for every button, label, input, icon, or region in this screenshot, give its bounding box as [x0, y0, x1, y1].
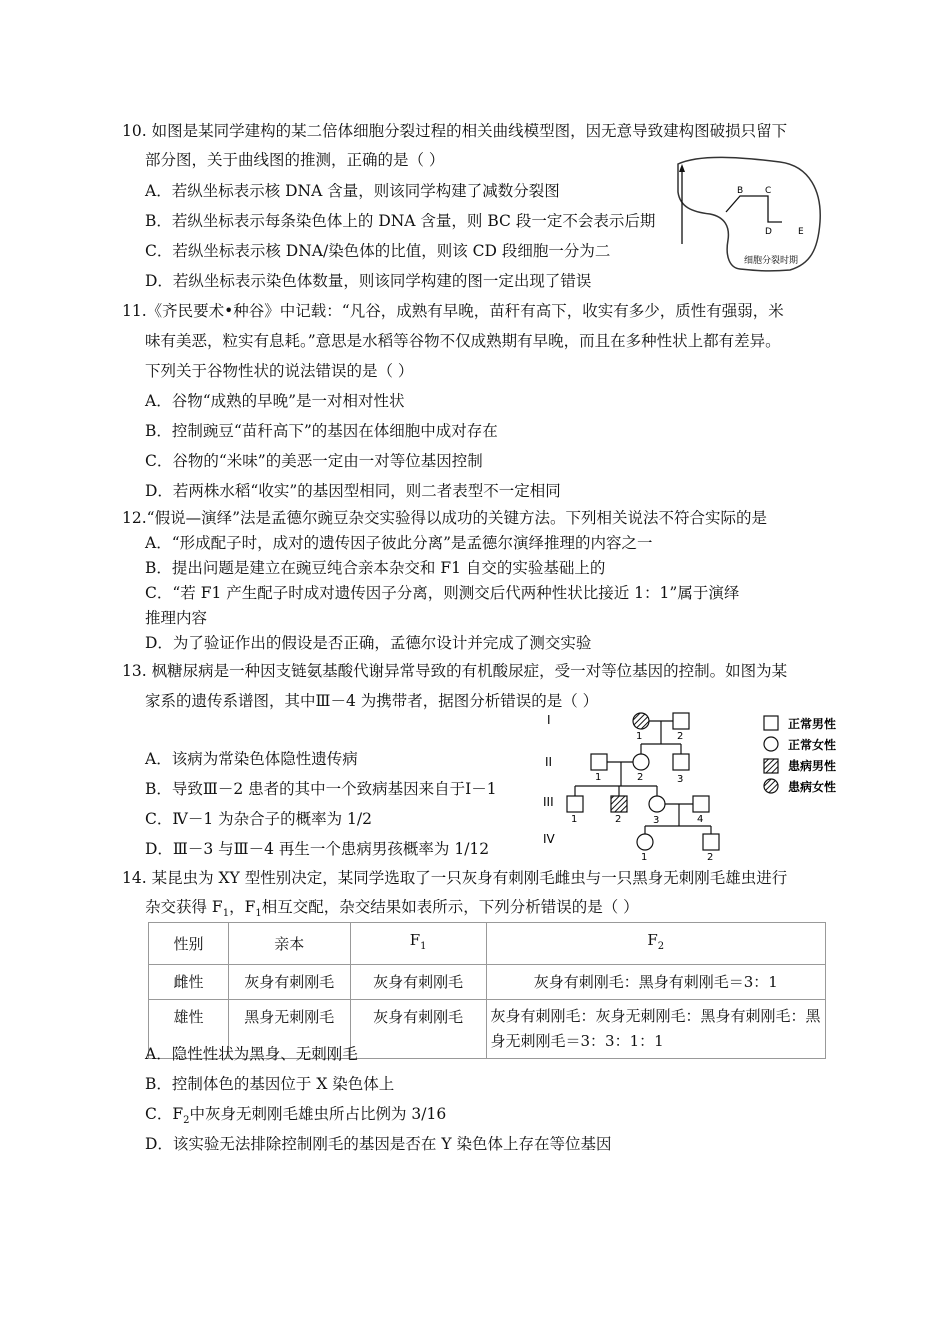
generation-iv-label: IV	[543, 832, 555, 846]
legend-normal-male: 正常男性	[788, 717, 837, 731]
legend-normal-male-icon	[764, 716, 778, 730]
q14-option-d: D．该实验无法排除控制刚毛的基因是否在 Y 染色体上存在等位基因	[145, 1135, 612, 1153]
q11-option-c: C．谷物的“米味”的美恶一定由一对等位基因控制	[145, 452, 483, 470]
table-cell: 雌性	[149, 965, 229, 1000]
q12-option-d: D．为了验证作出的假设是否正确，孟德尔设计并完成了测交实验	[145, 634, 592, 652]
y-axis-arrow-icon	[679, 164, 685, 172]
generation-ii-label: II	[545, 755, 553, 769]
iii-2-number: 2	[615, 814, 622, 825]
q12-option-c-line-1: C．“若 F1 产生配子时成对遗传因子分离，则测交后代两种性状比接近 1：1”属于演绎	[145, 584, 740, 602]
q12-option-a: A．“形成配子时，成对的遗传因子彼此分离”是孟德尔演绎推理的内容之一	[145, 534, 653, 552]
iv-1-normal-female	[637, 834, 653, 850]
point-c-label: C	[765, 186, 772, 196]
q10-option-c: C．若纵坐标表示核 DNA/染色体的比值，则该 CD 段细胞一分为二	[145, 242, 611, 260]
legend-normal-female-icon	[764, 737, 778, 751]
q13-stem-line-1: 13. 枫糖尿病是一种因支链氨基酸代谢异常导致的有机酸尿症，受一对等位基因的控制。如图为某	[122, 662, 788, 680]
table-cell: 灰身有刺刚毛	[350, 965, 486, 1000]
ii-2-number: 2	[637, 772, 644, 783]
table-row	[149, 965, 826, 1000]
q12-stem: 12.“假说—演绎”法是孟德尔豌豆杂交实验得以成功的关键方法。下列相关说法不符合实际的是	[122, 509, 768, 527]
legend-affected-male: 患病男性	[788, 759, 837, 773]
table-cell: 雄性	[149, 1000, 229, 1059]
torn-paper-outline	[678, 157, 820, 270]
pedigree-legend	[762, 714, 862, 800]
q11-stem-line-2: 味有美恶，粒实有息耗。”意思是水稻等谷物不仅成熟期有早晚，而且在多种性状上都有差异。	[145, 332, 781, 350]
iii-2-affected-male	[611, 796, 627, 812]
header-parents: 亲本	[228, 923, 350, 965]
q10-option-b: B．若纵坐标表示每条染色体上的 DNA 含量，则 BC 段一定不会表示后期	[145, 212, 656, 230]
ii-3-normal-male	[673, 754, 689, 770]
iii-3-number: 3	[653, 815, 660, 826]
q10-stem-line-1: 10. 如图是某同学建构的某二倍体细胞分裂过程的相关曲线模型图，因无意导致建构图破损只留下	[122, 122, 788, 140]
q11-option-d: D．若两株水稻“收实”的基因型相同，则二者表型不一定相同	[145, 482, 561, 500]
iv-1-number: 1	[641, 852, 648, 860]
q13-option-c: C．Ⅳ－1 为杂合子的概率为 1/2	[145, 810, 373, 828]
i-1-affected-female	[633, 713, 649, 729]
q14-option-c: C．$F_2$中灰身无刺刚毛雄虫所占比例为 3/16	[145, 1105, 447, 1127]
i-2-number: 2	[677, 731, 684, 742]
generation-iii-label: III	[543, 795, 554, 809]
q14-option-b: B．控制体色的基因位于 X 染色体上	[145, 1075, 395, 1093]
iv-2-number: 2	[707, 852, 714, 860]
point-e-label: E	[798, 227, 804, 237]
table-cell: 灰身有刺刚毛：黑身有刺刚毛＝3：1	[486, 965, 826, 1000]
point-d-label: D	[765, 227, 772, 237]
header-f1: $F_1$	[350, 923, 486, 965]
header-sex: 性别	[149, 923, 229, 965]
ii-1-number: 1	[595, 772, 602, 783]
legend-affected-male-icon	[764, 759, 778, 773]
q10-curve-figure	[670, 152, 830, 276]
q10-option-d: D．若纵坐标表示染色体数量，则该同学构建的图一定出现了错误	[145, 272, 592, 290]
ii-2-normal-female	[633, 754, 649, 770]
iii-4-carrier-male	[693, 796, 709, 812]
x-axis-label: 细胞分裂时期	[744, 256, 799, 266]
q13-option-d: D．Ⅲ－3 与Ⅲ－4 再生一个患病男孩概率为 1/12	[145, 840, 490, 858]
iii-1-number: 1	[571, 814, 578, 825]
pedigree-chart	[535, 710, 730, 860]
ii-1-normal-male	[591, 754, 607, 770]
iii-4-number: 4	[697, 814, 704, 825]
q13-stem-line-2: 家系的遗传系谱图，其中Ⅲ－4 为携带者，据图分析错误的是（ ）	[145, 692, 599, 710]
generation-i-label: I	[547, 713, 551, 727]
q11-option-a: A．谷物“成熟的早晚”是一对相对性状	[145, 392, 405, 410]
q11-option-b: B．控制豌豆“苗秆高下”的基因在体细胞中成对存在	[145, 422, 498, 440]
q14-option-a: A．隐性性状为黑身、无刺刚毛	[145, 1045, 358, 1063]
table-cell: 灰身有刺刚毛	[228, 965, 350, 1000]
iv-2-normal-male	[703, 834, 719, 850]
legend-affected-female-icon	[764, 779, 778, 793]
cross-results-table	[148, 922, 826, 1059]
point-b-label: B	[737, 186, 744, 196]
i-2-normal-male	[673, 713, 689, 729]
legend-normal-female: 正常女性	[788, 738, 837, 752]
q13-option-b: B．导致Ⅲ－2 患者的其中一个致病基因来自于Ⅰ－1	[145, 780, 497, 798]
iii-1-normal-male	[567, 796, 583, 812]
q11-stem-line-1: 11.《齐民要术•种谷》中记载：“凡谷，成熟有早晚，苗秆有高下，收实有多少，质性有强弱，米	[122, 302, 784, 320]
header-f2: $F_2$	[486, 923, 826, 965]
curve-line	[726, 196, 782, 222]
q12-option-c-line-2: 推理内容	[145, 609, 208, 627]
q11-stem-line-3: 下列关于谷物性状的说法错误的是（ ）	[145, 362, 414, 380]
q14-stem-line-2: 杂交获得 $F_1$，$F_1$相互交配，杂交结果如表所示，下列分析错误的是（ ）	[145, 898, 639, 920]
legend-affected-female: 患病女性	[788, 780, 837, 794]
q12-option-b: B．提出问题是建立在豌豆纯合亲本杂交和 F1 自交的实验基础上的	[145, 559, 606, 577]
table-header-row	[149, 923, 826, 965]
i-1-number: 1	[636, 731, 643, 742]
table-cell: 灰身有刺刚毛：灰身无刺刚毛：黑身有刺刚毛：黑身无刺刚毛＝3：3：1：1	[486, 1000, 826, 1059]
q10-stem-line-2: 部分图，关于曲线图的推测，正确的是（ ）	[145, 151, 445, 169]
ii-3-number: 3	[677, 774, 684, 785]
table-cell: 灰身有刺刚毛	[350, 1000, 486, 1059]
q13-option-a: A．该病为常染色体隐性遗传病	[145, 750, 358, 768]
table-cell: 黑身无刺刚毛	[228, 1000, 350, 1059]
q14-stem-line-1: 14. 某昆虫为 XY 型性别决定，某同学选取了一只灰身有刺刚毛雌虫与一只黑身无刺刚毛雄虫进行	[122, 869, 788, 887]
iii-3-normal-female	[649, 796, 665, 812]
q10-option-a: A．若纵坐标表示核 DNA 含量，则该同学构建了减数分裂图	[145, 182, 560, 200]
